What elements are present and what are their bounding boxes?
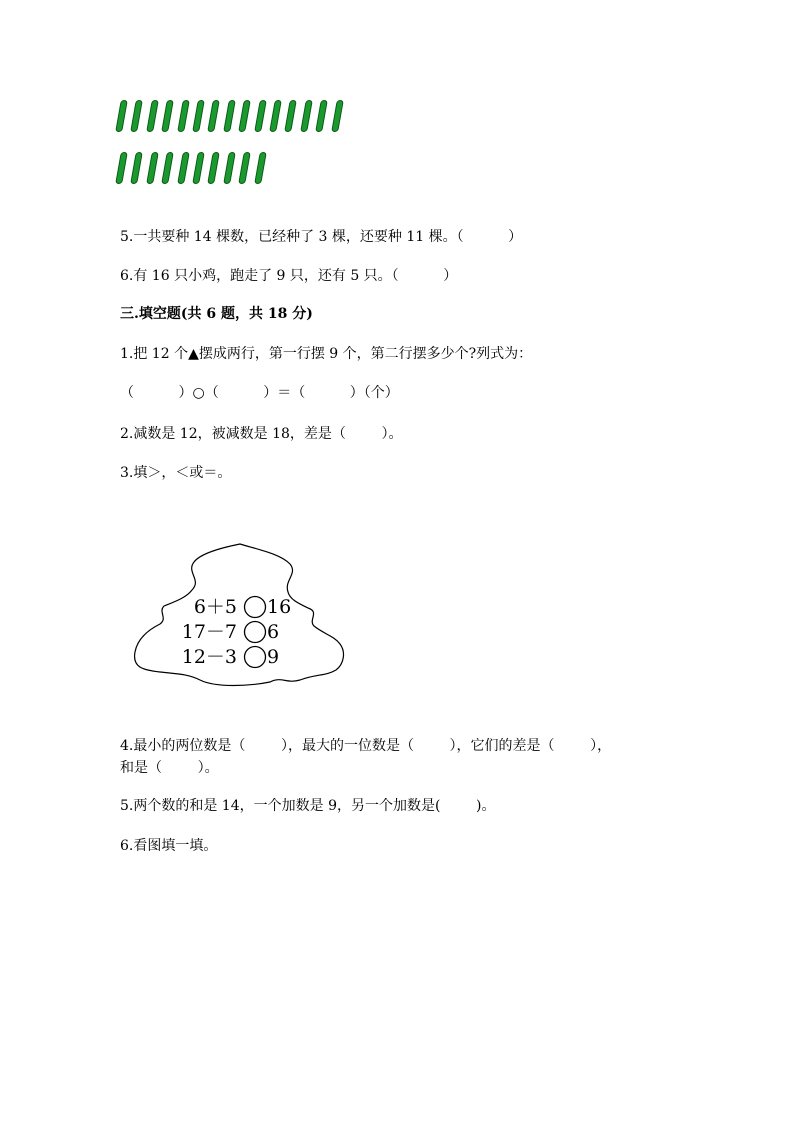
compare-circle[interactable] <box>245 622 266 643</box>
stick <box>223 100 236 132</box>
fill-3: 3.填＞，＜或＝。 <box>120 465 232 481</box>
tree-expression-left: 12－3 <box>181 646 237 668</box>
stick <box>177 152 190 184</box>
stick <box>285 100 298 132</box>
stick <box>254 100 267 132</box>
fill-1-equation: （ ）○（ ）＝（ ）（个） <box>120 385 399 401</box>
stick <box>223 152 236 184</box>
stick <box>331 100 344 132</box>
compare-circle[interactable] <box>245 597 266 618</box>
tree-figure <box>130 540 350 692</box>
tree-expression-left: 17－7 <box>181 621 237 643</box>
stick <box>115 152 128 184</box>
question-6: 6.有 16 只小鸡，跑走了 9 只，还有 5 只。（ ） <box>120 268 458 284</box>
stick <box>254 152 267 184</box>
stick <box>238 100 251 132</box>
stick <box>269 100 282 132</box>
fill-4-line-1: 4.最小的两位数是（ ），最大的一位数是（ ），它们的差是（ ）， <box>120 738 612 754</box>
section-3-heading: 三.填空题(共 6 题，共 18 分) <box>120 306 313 322</box>
stick <box>208 152 221 184</box>
stick <box>315 100 328 132</box>
stick <box>192 152 205 184</box>
stick <box>146 100 159 132</box>
tree-outline <box>135 544 344 686</box>
stick <box>300 100 313 132</box>
tree-expression-left: 6＋5 <box>193 596 237 618</box>
tree-expression-right: 16 <box>267 596 292 618</box>
question-5: 5.一共要种 14 棵数，已经种了 3 棵，还要种 11 棵。（ ） <box>120 229 523 245</box>
stick <box>115 100 128 132</box>
stick <box>161 100 174 132</box>
stick <box>161 152 174 184</box>
fill-5: 5.两个数的和是 14，一个加数是 9，另一个加数是( )。 <box>120 798 496 814</box>
fill-6: 6.看图填一填。 <box>120 838 218 854</box>
stick <box>131 100 144 132</box>
fill-1: 1.把 12 个▲摆成两行，第一行摆 9 个，第二行摆多少个?列式为： <box>120 346 533 362</box>
stick <box>238 152 251 184</box>
fill-2: 2.减数是 12，被减数是 18，差是（ ）。 <box>120 426 403 442</box>
stick <box>131 152 144 184</box>
stick <box>146 152 159 184</box>
tree-expression-right: 6 <box>267 621 280 643</box>
compare-circle[interactable] <box>245 647 266 668</box>
fill-4-line-2: 和是（ ）。 <box>120 760 219 776</box>
tree-expression-right: 9 <box>267 646 280 668</box>
stick <box>208 100 221 132</box>
stick <box>192 100 205 132</box>
stick <box>177 100 190 132</box>
